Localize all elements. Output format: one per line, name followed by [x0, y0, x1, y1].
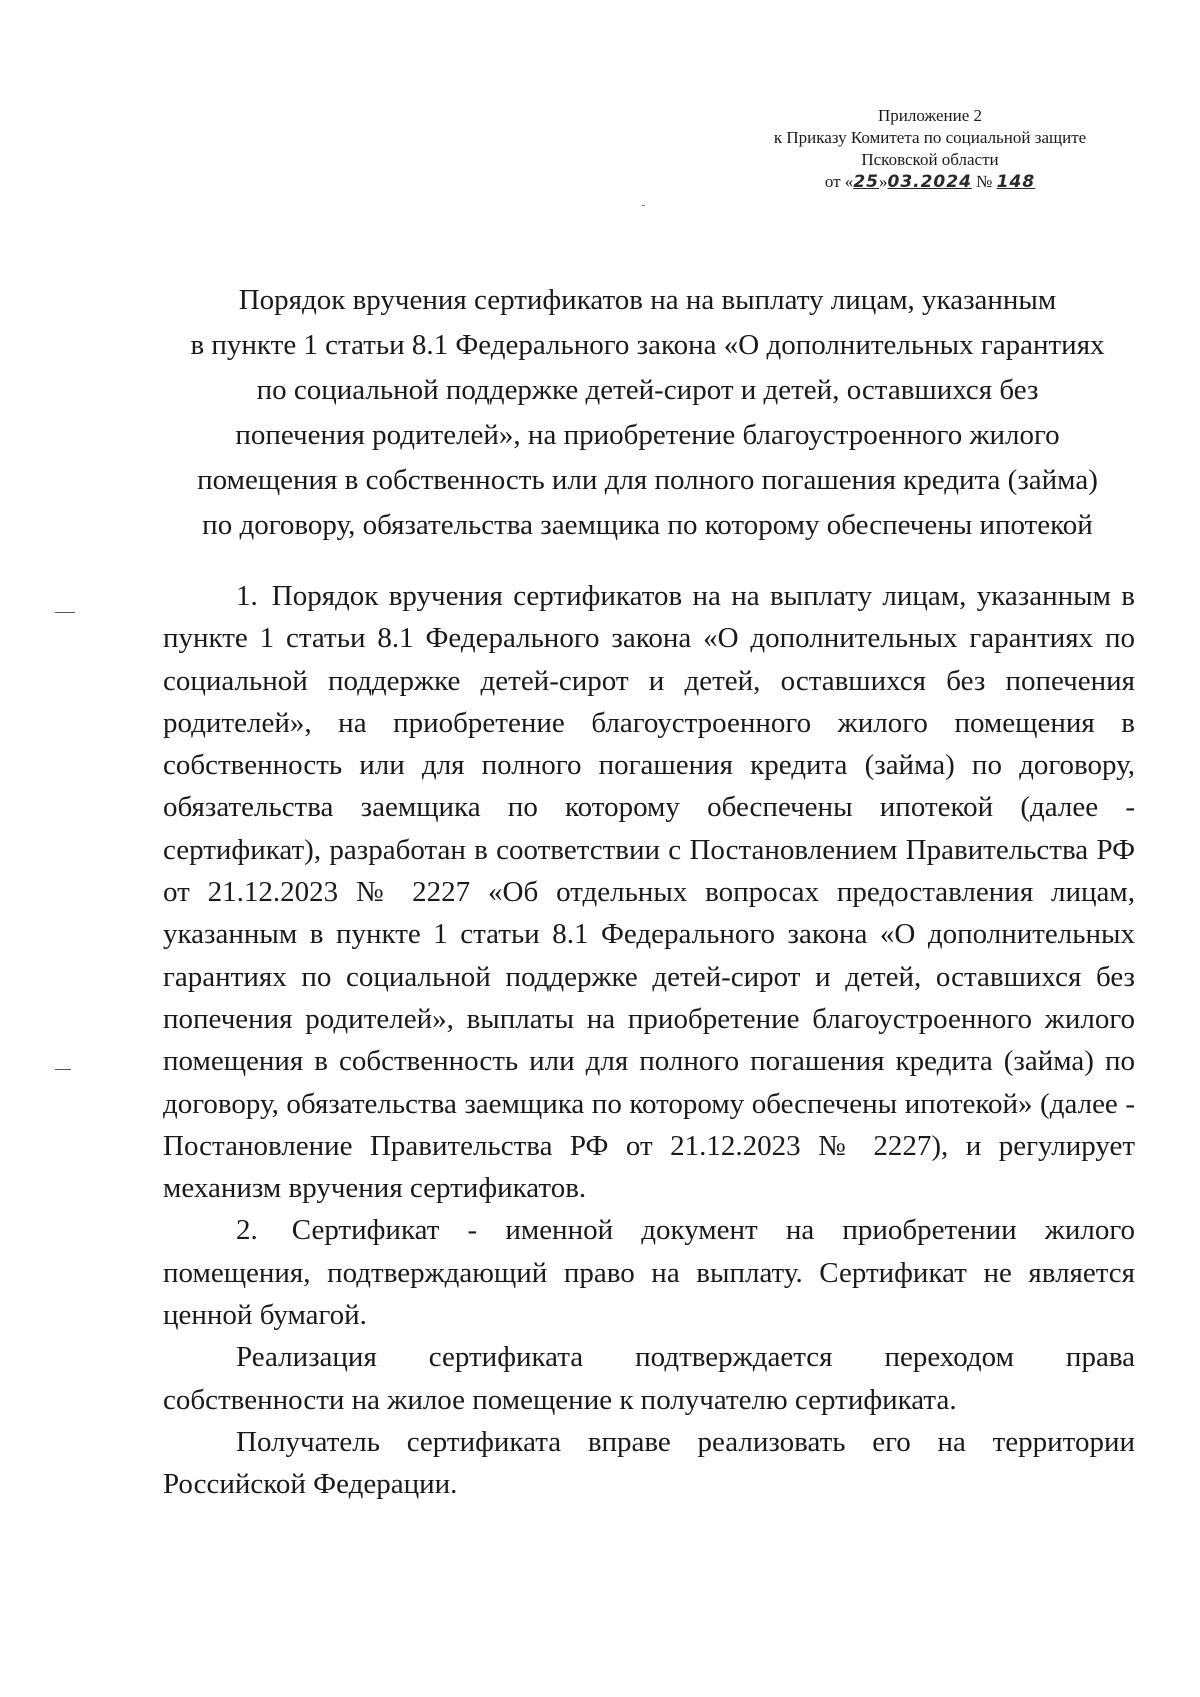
paragraph-number: 2.	[236, 1214, 258, 1247]
region-name: Псковской области	[861, 150, 999, 169]
document-body	[163, 575, 1135, 1506]
number-label: №	[971, 172, 993, 191]
order-reference: к Приказу Комитета по социальной защите	[773, 128, 1087, 147]
handwritten-day: 25	[853, 172, 879, 192]
paragraph-4	[163, 1421, 1135, 1506]
title-line: в пункте 1 статьи 8.1 Федерального закона «О дополнительных гарантиях	[190, 329, 1105, 361]
title-line: попечения родителей», на приобретение благоустроенного жилого	[235, 419, 1060, 451]
paragraph-text: Получатель сертификата вправе реализовать его на территории Российской Федерации.	[163, 1425, 1135, 1501]
order-date-line	[720, 171, 1140, 193]
paragraph-number: 1.	[236, 580, 258, 612]
handwritten-date: 03.2024	[887, 172, 972, 192]
title-line: помещения в собственность или для полного погашения кредита (займа)	[197, 464, 1098, 496]
paragraph-1	[163, 575, 1135, 1209]
paragraph-text: Реализация сертификата подтверждается переходом права собственности на жилое помещение к получателю сертификата.	[163, 1341, 1135, 1416]
title-line: Порядок вручения сертификатов на на выплату лицам, указанным	[238, 284, 1057, 316]
appendix-label: Приложение 2	[878, 106, 982, 125]
paragraph-text: Сертификат - именной документ на приобретении жилого помещения, подтверждающий право на выплату. Сертификат не является ценной бумагой.	[163, 1214, 1135, 1332]
margin-mark	[55, 1069, 71, 1070]
title-line: по договору, обязательства заемщика по которому обеспечены ипотекой	[202, 509, 1093, 541]
scan-speck	[642, 205, 645, 206]
paragraph-2	[163, 1209, 1135, 1336]
date-separator: »	[878, 172, 888, 191]
date-prefix: от «	[824, 172, 854, 191]
handwritten-number: 148	[996, 172, 1036, 192]
paragraph-text: Порядок вручения сертификатов на на выплату лицам, указанным в пункте 1 статьи 8.1 Федерального закона «О дополнительных гарантиях по социальной поддержке детей-сирот и детей, оставшихся без попечения родителей», на приобретение благоустроенного жилого помещения в собственность или для полного погашения кредита (займа) по договору, обязательства заемщика по которому обеспечены ипотекой (далее - сертификат), разработан в соответствии с Постановлением Правительства РФ от 21.12.2023 № 2227 «Об отдельных вопросах предоставления лицам, указанным в пункте 1 статьи 8.1 Федерального закона «О дополнительных гарантиях по социальной поддержке детей-сирот и детей, оставшихся без попечения родителей», выплаты на приобретение благоустроенного жилого помещения в собственность или для полного погашения кредита (займа) по договору, обязательства заемщика по которому обеспечены ипотекой» (далее - Постановление Правительства РФ от 21.12.2023 № 2227), и регулирует механизм вручения сертификатов.	[163, 580, 1135, 1205]
paragraph-3	[163, 1336, 1135, 1421]
margin-mark	[55, 612, 75, 613]
document-title	[160, 278, 1135, 548]
title-line: по социальной поддержке детей-сирот и детей, оставшихся без	[256, 374, 1039, 406]
appendix-header	[720, 105, 1140, 193]
